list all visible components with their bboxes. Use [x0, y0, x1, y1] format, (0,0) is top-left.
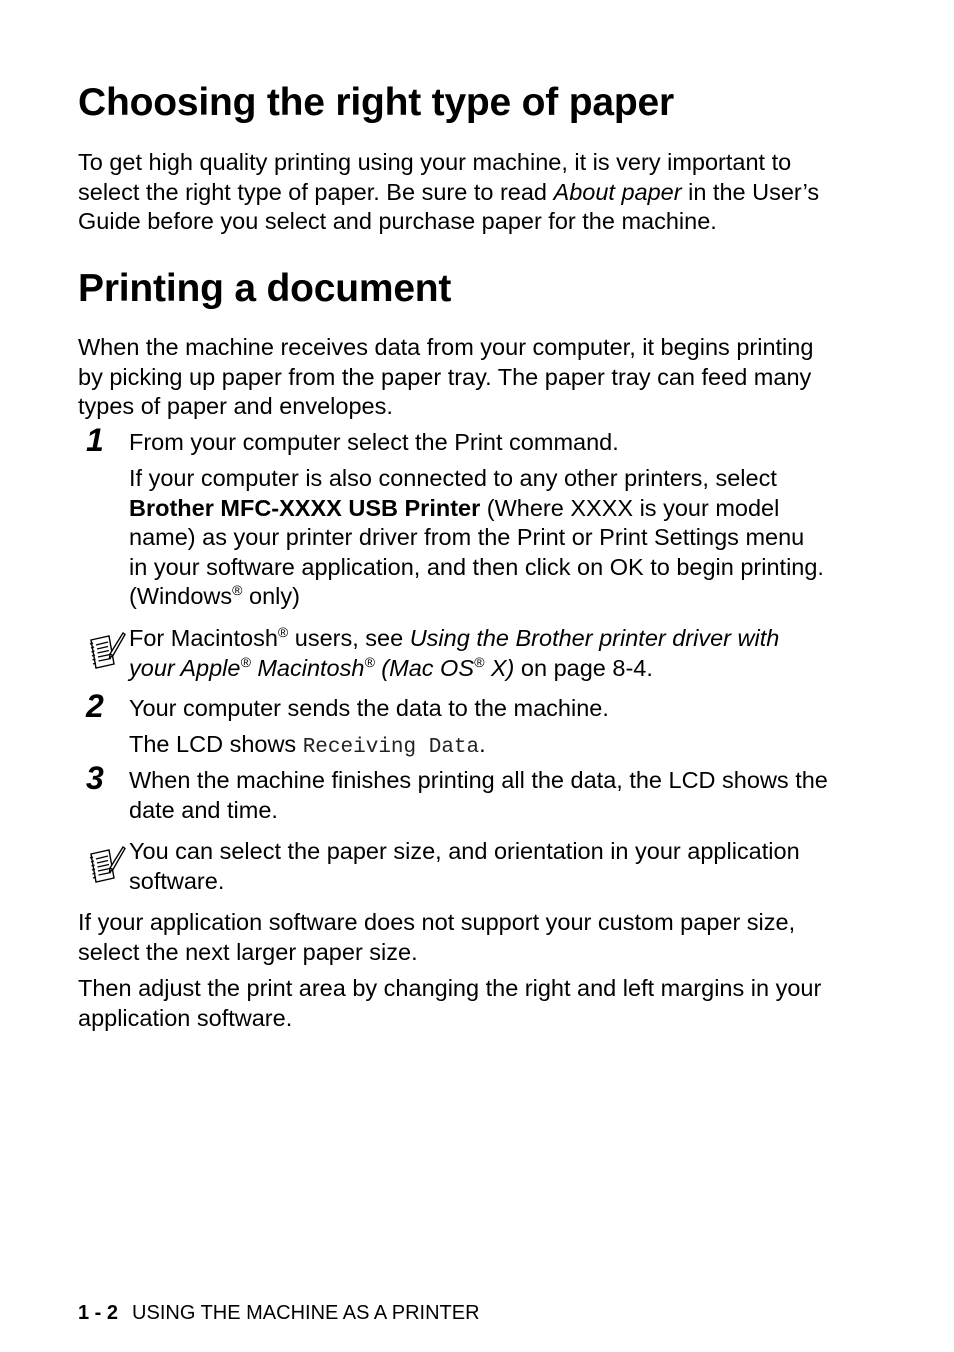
note-text: users, see: [288, 625, 410, 651]
step-1-text: From your computer select the Print command.: [129, 429, 619, 455]
paragraph-text: in the User’s Guide before you select and purchase paper for the machine.: [78, 178, 820, 234]
paragraph-paper-advice: [78, 148, 838, 237]
step-1-detail-text: If your computer is also connected to any other printers, select: [129, 465, 777, 491]
lcd-suffix: .: [479, 731, 486, 757]
step-3-text: When the machine finishes printing all the data, the LCD shows the date and time.: [129, 767, 828, 823]
step-3-number: 3: [86, 760, 104, 796]
step-2-text: Your computer sends the data to the machine.: [129, 695, 609, 721]
step-2-lcd-line: [129, 730, 829, 763]
heading-printing-document: Printing a document: [78, 267, 452, 310]
step-1-detail: [129, 464, 829, 612]
paragraph-printing-intro: When the machine receives data from your computer, it begins printing by picking up paper from the paper tray. The paper tray can feed many types of paper and envelopes.: [78, 334, 814, 419]
note-pad-pencil-icon: [86, 628, 126, 672]
page-footer: [78, 1301, 480, 1325]
about-paper-reference: About paper: [553, 178, 682, 205]
note-text: For Macintosh: [129, 625, 278, 651]
lcd-message: Receiving Data: [302, 736, 480, 759]
note-pad-pencil-icon: [86, 842, 126, 886]
paragraph-adjust-margins: Then adjust the print area by changing the right and left margins in your application software.: [78, 975, 822, 1031]
note-text: on page 8-4.: [514, 654, 653, 681]
heading-choosing-paper: Choosing the right type of paper: [78, 81, 674, 124]
registered-mark: ®: [232, 582, 243, 598]
registered-mark: ®: [277, 624, 289, 640]
step-1-detail-text: (Where XXXX is your model name) as your printer driver from the Print or Print Settings menu in your software application, and then click on OK to begin printing. (Windows: [129, 494, 824, 609]
step-1-detail-text: only): [242, 583, 300, 609]
macintosh-guide-reference: Using the Brother printer driver with your Apple® Macintosh® (Mac OS® X): [129, 625, 780, 681]
step-1-number: 1: [86, 422, 104, 458]
paragraph-custom-size: If your application software does not support your custom paper size, select the next larger paper size.: [78, 909, 796, 965]
note-paper-size: You can select the paper size, and orientation in your application software.: [129, 838, 800, 894]
note-macintosh: [129, 624, 829, 683]
chapter-title: USING THE MACHINE AS A PRINTER: [132, 1302, 480, 1324]
paragraph-text: To get high quality printing using your machine, it is very important to select the right type of paper. Be sure to read: [78, 149, 792, 205]
lcd-prefix: The LCD shows: [129, 731, 303, 757]
page-number: 1 - 2: [78, 1302, 119, 1324]
printer-driver-name: Brother MFC-XXXX USB Printer: [129, 494, 481, 521]
step-2-number: 2: [86, 688, 104, 724]
